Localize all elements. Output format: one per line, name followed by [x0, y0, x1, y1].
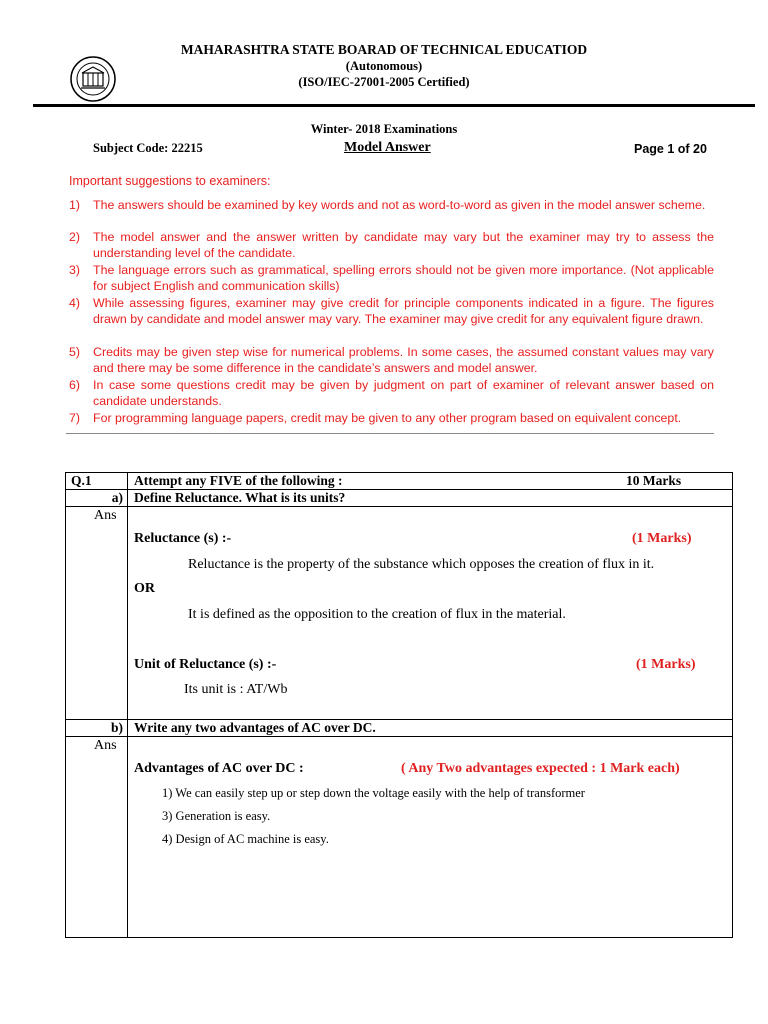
- answer-heading: Reluctance (s) :-: [134, 531, 232, 546]
- question-number: Q.1: [66, 473, 128, 490]
- subquestion-text: Define Reluctance. What is its units?: [128, 490, 733, 507]
- suggestion-item: 4) While assessing figures, examiner may give credit for principle components indicated in a figure. The figures drawn by candidate and model answer may vary. The examiner may give credit for any equivalent figure drawn.: [69, 296, 714, 327]
- or-label: OR: [134, 581, 155, 596]
- answer-cell: [128, 737, 733, 938]
- marks-label: ( Any Two advantages expected : 1 Mark each): [401, 761, 680, 776]
- marks-label: (1 Marks): [636, 657, 696, 672]
- question-instruction: Attempt any FIVE of the following :: [134, 473, 343, 488]
- answer-heading: Advantages of AC over DC :: [134, 761, 304, 776]
- definition-text: It is defined as the opposition to the creation of flux in the material.: [188, 607, 566, 622]
- answer-table: [65, 472, 733, 938]
- list-item: 4) Design of AC machine is easy.: [162, 832, 329, 846]
- exam-session: Winter- 2018 Examinations: [310, 122, 458, 136]
- model-answer-title: Model Answer: [344, 140, 431, 155]
- table-row: [66, 737, 733, 938]
- marks-label: (1 Marks): [632, 531, 692, 546]
- page-number: Page 1 of 20: [634, 142, 707, 156]
- question-marks: 10 Marks: [626, 473, 682, 488]
- answer-cell: [128, 507, 733, 720]
- unit-text: Its unit is : AT/Wb: [184, 682, 288, 697]
- table-row: [66, 473, 733, 490]
- table-row: [66, 490, 733, 507]
- suggestions-heading: Important suggestions to examiners:: [69, 174, 271, 188]
- table-row: [66, 720, 733, 737]
- answer-label: Ans: [66, 507, 128, 720]
- table-row: [66, 507, 733, 720]
- subquestion-text: Write any two advantages of AC over DC.: [128, 720, 733, 737]
- subquestion-label: b): [66, 720, 128, 737]
- definition-text: Reluctance is the property of the substance which opposes the creation of flux in it.: [188, 557, 655, 572]
- subject-code: Subject Code: 22215: [93, 141, 203, 155]
- list-item: 3) Generation is easy.: [162, 809, 271, 823]
- list-item: 1) We can easily step up or step down the voltage easily with the help of transformer: [162, 786, 585, 800]
- suggestion-item: 3) The language errors such as grammatical, spelling errors should not be given more importance. (Not applicable for subject English and communication skills): [69, 263, 714, 294]
- suggestion-item: 2) The model answer and the answer written by candidate may vary but the examiner may try to assess the understanding level of the candidate.: [69, 230, 714, 261]
- autonomous-label: (Autonomous): [345, 59, 423, 73]
- unit-heading: Unit of Reluctance (s) :-: [134, 657, 277, 672]
- answer-label: Ans: [66, 737, 128, 938]
- board-title: MAHARASHTRA STATE BOARAD OF TECHNICAL EDUCATIOD: [180, 42, 588, 57]
- suggestion-item: 7) For programming language papers, credit may be given to any other program based on equivalent concept.: [69, 411, 682, 425]
- subquestion-label: a): [66, 490, 128, 507]
- header-divider: [33, 104, 755, 107]
- certification-label: (ISO/IEC-27001-2005 Certified): [298, 75, 470, 89]
- question-header: [128, 473, 733, 490]
- suggestions-divider: [66, 433, 714, 434]
- suggestion-item: 5) Credits may be given step wise for numerical problems. In some cases, the assumed constant values may vary and there may be some difference in the candidate’s answers and model answer.: [69, 345, 714, 376]
- suggestion-item: 1) The answers should be examined by key words and not as word-to-word as given in the model answer scheme.: [69, 198, 706, 212]
- suggestion-item: 6) In case some questions credit may be given by judgment on part of examiner of relevant answer based on candidate understands.: [69, 378, 714, 409]
